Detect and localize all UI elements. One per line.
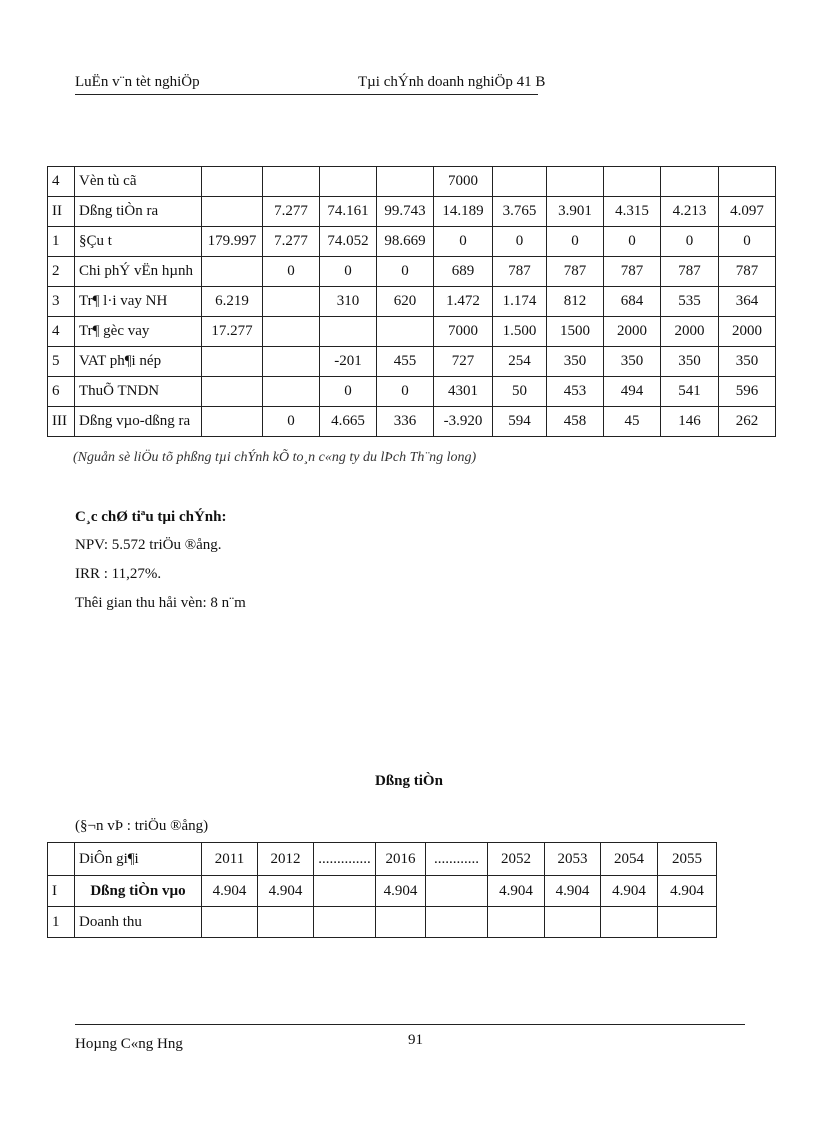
row-index-cell: I (48, 876, 75, 907)
row-label-cell: Vèn tù cã (75, 167, 202, 197)
value-cell: 0 (263, 257, 320, 287)
value-cell: 7.277 (263, 227, 320, 257)
row-label-cell: Dßng tiÒn ra (75, 197, 202, 227)
row-index-cell: 6 (48, 377, 75, 407)
row-label-cell: Chi phÝ vËn hµnh (75, 257, 202, 287)
value-cell (263, 167, 320, 197)
table-row (48, 287, 776, 317)
footer-author: Hoµng C«ng Hng (75, 1036, 183, 1052)
value-cell (426, 876, 488, 907)
row-index-cell: 4 (48, 167, 75, 197)
value-cell: 787 (719, 257, 776, 287)
row-label-cell: Dßng tiÒn vµo (75, 876, 202, 907)
unit-note: (§¬n vÞ : triÖu ®ång) (75, 818, 209, 834)
value-cell: 812 (547, 287, 604, 317)
value-cell: 3.765 (493, 197, 547, 227)
row-index-cell: II (48, 197, 75, 227)
value-cell: 455 (377, 347, 434, 377)
value-cell: 494 (604, 377, 661, 407)
irr-line: IRR : 11,27%. (75, 566, 162, 582)
value-cell (320, 167, 377, 197)
source-note: (Nguån sè liÖu tõ phßng tµi chÝnh kÕ to¸n c«ng ty du lÞch Th¨ng long) (73, 450, 477, 465)
value-cell: 684 (604, 287, 661, 317)
value-cell: 0 (320, 377, 377, 407)
value-cell: 1.500 (493, 317, 547, 347)
value-cell: 0 (547, 227, 604, 257)
value-cell: 4.904 (376, 876, 426, 907)
value-cell (263, 317, 320, 347)
row-index-cell: 1 (48, 907, 75, 938)
value-cell (202, 907, 258, 938)
value-cell: 350 (604, 347, 661, 377)
value-cell: 4.904 (202, 876, 258, 907)
header-cell: 2052 (488, 843, 545, 876)
value-cell: 2000 (604, 317, 661, 347)
value-cell: -201 (320, 347, 377, 377)
value-cell (263, 347, 320, 377)
value-cell: 0 (377, 257, 434, 287)
value-cell (377, 317, 434, 347)
value-cell: 310 (320, 287, 377, 317)
value-cell: 0 (377, 377, 434, 407)
value-cell: 4.097 (719, 197, 776, 227)
value-cell: -3.920 (434, 407, 493, 437)
header-cell: 2012 (258, 843, 314, 876)
value-cell (314, 876, 376, 907)
table-row (48, 907, 717, 938)
table-row (48, 377, 776, 407)
table-row (48, 876, 717, 907)
value-cell: 4301 (434, 377, 493, 407)
header-cell: 2054 (601, 843, 658, 876)
value-cell: 350 (547, 347, 604, 377)
value-cell: 98.669 (377, 227, 434, 257)
value-cell: 4.904 (488, 876, 545, 907)
value-cell: 0 (493, 227, 547, 257)
value-cell: 3.901 (547, 197, 604, 227)
table-row (48, 167, 776, 197)
value-cell: 1.472 (434, 287, 493, 317)
value-cell (547, 167, 604, 197)
value-cell (601, 907, 658, 938)
row-index-cell: III (48, 407, 75, 437)
value-cell: 146 (661, 407, 719, 437)
value-cell: 74.161 (320, 197, 377, 227)
value-cell: 2000 (661, 317, 719, 347)
row-label-cell: Dßng vµo-dßng ra (75, 407, 202, 437)
table-row (48, 227, 776, 257)
cash-flow-table-2 (47, 842, 717, 938)
value-cell: 727 (434, 347, 493, 377)
value-cell: 2000 (719, 317, 776, 347)
value-cell (202, 407, 263, 437)
value-cell (661, 167, 719, 197)
value-cell: 0 (434, 227, 493, 257)
row-index-cell: 1 (48, 227, 75, 257)
row-label-cell: Tr¶ gèc vay (75, 317, 202, 347)
value-cell: 453 (547, 377, 604, 407)
header-cell: 2053 (545, 843, 601, 876)
value-cell (320, 317, 377, 347)
page-number: 91 (408, 1032, 423, 1048)
value-cell: 594 (493, 407, 547, 437)
value-cell (376, 907, 426, 938)
value-cell: 458 (547, 407, 604, 437)
value-cell: 787 (604, 257, 661, 287)
value-cell: 179.997 (202, 227, 263, 257)
value-cell (488, 907, 545, 938)
value-cell: 99.743 (377, 197, 434, 227)
row-index-cell: 5 (48, 347, 75, 377)
value-cell (202, 347, 263, 377)
table-header-row (48, 843, 717, 876)
value-cell (202, 167, 263, 197)
value-cell: 45 (604, 407, 661, 437)
value-cell: 4.904 (601, 876, 658, 907)
header-cell (48, 843, 75, 876)
value-cell (202, 257, 263, 287)
row-index-cell: 4 (48, 317, 75, 347)
value-cell: 17.277 (202, 317, 263, 347)
value-cell: 262 (719, 407, 776, 437)
value-cell (202, 197, 263, 227)
value-cell: 787 (661, 257, 719, 287)
value-cell (658, 907, 717, 938)
value-cell: 1.174 (493, 287, 547, 317)
value-cell: 336 (377, 407, 434, 437)
row-label-cell: Doanh thu (75, 907, 202, 938)
value-cell: 1500 (547, 317, 604, 347)
value-cell: 4.904 (545, 876, 601, 907)
value-cell: 50 (493, 377, 547, 407)
value-cell: 364 (719, 287, 776, 317)
value-cell: 4.213 (661, 197, 719, 227)
value-cell: 0 (604, 227, 661, 257)
value-cell (719, 167, 776, 197)
value-cell (314, 907, 376, 938)
value-cell (426, 907, 488, 938)
value-cell: 350 (661, 347, 719, 377)
row-index-cell: 2 (48, 257, 75, 287)
value-cell: 6.219 (202, 287, 263, 317)
table-row (48, 317, 776, 347)
value-cell: 7.277 (263, 197, 320, 227)
value-cell (545, 907, 601, 938)
row-label-cell: VAT ph¶i nép (75, 347, 202, 377)
value-cell: 7000 (434, 317, 493, 347)
value-cell (263, 287, 320, 317)
value-cell (202, 377, 263, 407)
value-cell: 620 (377, 287, 434, 317)
value-cell: 4.665 (320, 407, 377, 437)
value-cell: 74.052 (320, 227, 377, 257)
value-cell: 4.904 (258, 876, 314, 907)
value-cell: 0 (719, 227, 776, 257)
value-cell: 689 (434, 257, 493, 287)
header-divider (75, 94, 538, 95)
payback-line: Thêi gian thu håi vèn: 8 n¨m (75, 595, 246, 611)
table-row (48, 407, 776, 437)
indicators-title: C¸c chØ tiªu tµi chÝnh: (75, 509, 227, 525)
value-cell (377, 167, 434, 197)
npv-line: NPV: 5.572 triÖu ®ång. (75, 537, 222, 553)
header-cell: DiÔn gi¶i (75, 843, 202, 876)
table-row (48, 257, 776, 287)
table-row (48, 197, 776, 227)
value-cell: 541 (661, 377, 719, 407)
header-cell: 2055 (658, 843, 717, 876)
value-cell: 0 (263, 407, 320, 437)
value-cell: 7000 (434, 167, 493, 197)
value-cell: 4.315 (604, 197, 661, 227)
header-left-title: LuËn v¨n tèt nghiÖp (75, 74, 200, 90)
value-cell: 4.904 (658, 876, 717, 907)
table-row (48, 347, 776, 377)
section-title: Dßng tiÒn (375, 773, 443, 789)
value-cell: 0 (320, 257, 377, 287)
row-label-cell: Tr¶ l·i vay NH (75, 287, 202, 317)
header-cell: .............. (314, 843, 376, 876)
value-cell: 787 (547, 257, 604, 287)
header-right-title: Tµi chÝnh doanh nghiÖp 41 B (358, 74, 546, 90)
value-cell: 535 (661, 287, 719, 317)
value-cell (604, 167, 661, 197)
row-label-cell: §Çu t (75, 227, 202, 257)
row-index-cell: 3 (48, 287, 75, 317)
value-cell: 14.189 (434, 197, 493, 227)
value-cell (263, 377, 320, 407)
value-cell: 350 (719, 347, 776, 377)
value-cell: 596 (719, 377, 776, 407)
value-cell: 0 (661, 227, 719, 257)
value-cell: 254 (493, 347, 547, 377)
value-cell (258, 907, 314, 938)
header-cell: ............ (426, 843, 488, 876)
header-cell: 2011 (202, 843, 258, 876)
value-cell: 787 (493, 257, 547, 287)
row-label-cell: ThuÕ TNDN (75, 377, 202, 407)
header-cell: 2016 (376, 843, 426, 876)
footer-divider (75, 1024, 745, 1025)
cash-flow-table-1 (47, 166, 776, 437)
value-cell (493, 167, 547, 197)
